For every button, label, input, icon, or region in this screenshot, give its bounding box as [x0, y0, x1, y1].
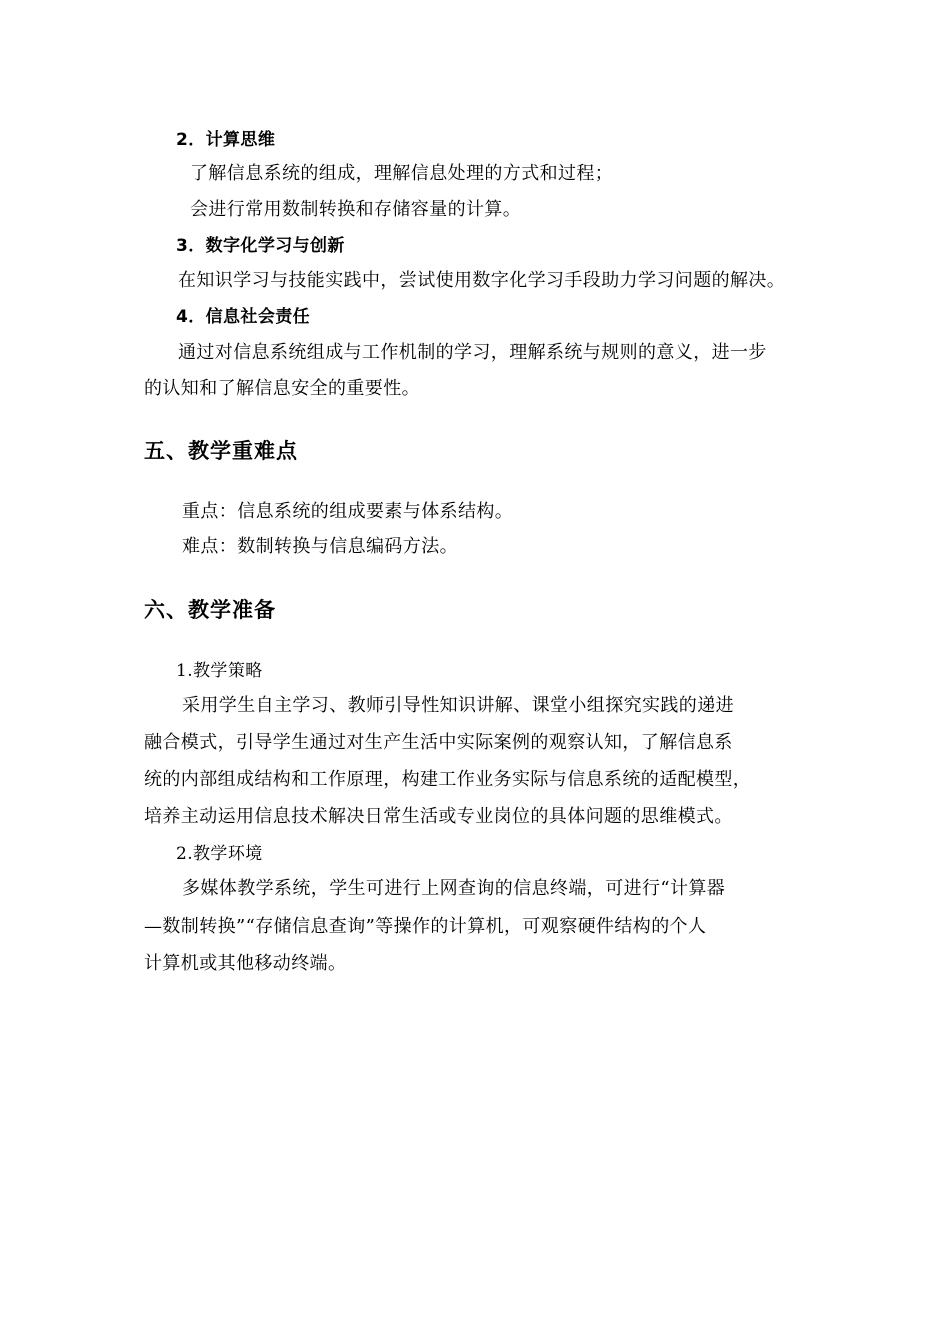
- paragraph-line: 的认知和了解信息安全的重要性。: [144, 378, 420, 399]
- paragraph-line: 难点：数制转换与信息编码方法。: [182, 536, 458, 557]
- item-title-teaching-strategy: 1.教学策略: [176, 661, 263, 681]
- item-title-digital-learning: 3．数字化学习与创新: [176, 236, 345, 256]
- section-heading-teaching-preparation: 六、教学准备: [144, 598, 276, 622]
- section-heading-key-difficult-points: 五、教学重难点: [144, 439, 298, 463]
- item-title-social-responsibility: 4．信息社会责任: [176, 307, 311, 327]
- item-title-computational-thinking: 2．计算思维: [176, 130, 276, 150]
- paragraph-line: 了解信息系统的组成，理解信息处理的方式和过程；: [190, 163, 614, 184]
- paragraph-line: 在知识学习与技能实践中，尝试使用数字化学习手段助力学习问题的解决。: [178, 270, 786, 291]
- paragraph-line: 计算机或其他移动终端。: [144, 953, 347, 974]
- paragraph-line: 重点：信息系统的组成要素与体系结构。: [182, 501, 514, 522]
- paragraph-line: 通过对信息系统组成与工作机制的学习，理解系统与规则的意义，进一步: [178, 342, 767, 363]
- paragraph-line: 采用学生自主学习、教师引导性知识讲解、课堂小组探究实践的递进: [182, 695, 734, 716]
- paragraph-line: 融合模式，引导学生通过对生产生活中实际案例的观察认知，了解信息系: [144, 732, 733, 753]
- paragraph-line: 多媒体教学系统，学生可进行上网查询的信息终端，可进行“计算器: [182, 878, 726, 899]
- paragraph-line: 会进行常用数制转换和存储容量的计算。: [190, 199, 522, 220]
- paragraph-line: 培养主动运用信息技术解决日常生活或专业岗位的具体问题的思维模式。: [144, 806, 733, 827]
- paragraph-line: 统的内部组成结构和工作原理，构建工作业务实际与信息系统的适配模型，: [144, 769, 752, 790]
- item-title-teaching-environment: 2.教学环境: [176, 844, 263, 864]
- paragraph-line: —数制转换”“存储信息查询”等操作的计算机，可观察硬件结构的个人: [144, 916, 707, 937]
